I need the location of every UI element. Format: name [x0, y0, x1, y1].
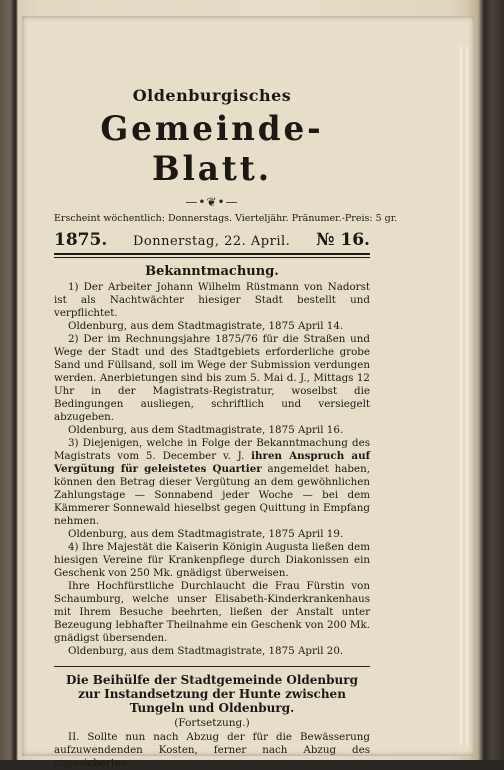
notice-paragraph-4a: 4) Ihre Majestät die Kaiserin Königin Augusta ließen dem hiesigen Vereine für Krankenpflege durch Diakonissen ein Geschenk von 250 Mk. gnädigst überweisen.	[54, 541, 370, 579]
masthead-ornament: —•❦•—	[185, 195, 239, 209]
publication-info: Erscheint wöchentlich: Donnerstags. Vierteljähr. Pränumer.-Preis: 5 gr.	[54, 213, 398, 224]
page-edge	[466, 46, 468, 746]
notice-heading: Bekanntmachung.	[145, 264, 279, 279]
divider	[54, 257, 370, 258]
notice-paragraph-3	[54, 437, 370, 528]
notice-paragraph-4b: Ihre Hochfürstliche Durchlaucht die Frau Fürstin von Schaumburg, welche unser Elisabeth-Kinderkrankenhaus mit Ihrem Besuche beehrten, ließen der Anstalt unter Bezeugung lebhafter Theilnahme ein Geschenk von 200 Mk. gnädigst übersenden.	[54, 580, 370, 644]
notice-paragraph-1: 1) Der Arbeiter Johann Wilhelm Rüstmann von Nadorst ist als Nachtwächter hiesiger Stadt bestellt und verpflichtet.	[54, 281, 370, 319]
notice-signature-2: Oldenburg, aus dem Stadtmagistrate, 1875 April 16.	[68, 424, 344, 436]
notice-p3-bold: ihren Anspruch auf Vergütung für geleistetes Quartier	[54, 450, 370, 475]
notice-p3-end: angemeldet haben, können den Betrag dieser Vergütung an dem gewöhnlichen Zahlungstage — Sonnabend jeder Woche — bei dem Kämmerer Sonnewald hieselbst gegen Quittung in Empfang nehmen.	[54, 463, 370, 527]
masthead-small-title: Oldenburgisches	[132, 86, 292, 105]
notice-signature-1: Oldenburg, aus dem Stadtmagistrate, 1875 April 14.	[68, 320, 344, 332]
page-edge	[460, 46, 462, 746]
issue-number: № 16.	[316, 230, 370, 250]
notice-p3-start: 3) Diejenigen, welche in Folge der Bekanntmachung des Magistrats vom 5. December v. J.	[54, 437, 370, 462]
masthead-title: Gemeinde-Blatt.	[100, 109, 324, 189]
notice-signature-3: Oldenburg, aus dem Stadtmagistrate, 1875 April 19.	[68, 528, 344, 540]
notice-paragraph-2: 2) Der im Rechnungsjahre 1875/76 für die Straßen und Wege der Stadt und des Stadtgebiets erforderliche grobe Sand und Füllsand, soll im Wege der Submission verdungen werden. Anerbietungen sind bis zum 5. Mai d. J., Mittags 12 Uhr in der Magistrats-Registratur, woselbst die Bedingungen ausliegen, schriftlich und versiegelt abzugeben.	[54, 333, 370, 423]
notice-signature-4: Oldenburg, aus dem Stadtmagistrate, 1875 April 20.	[68, 645, 344, 657]
issue-date: Donnerstag, 22. April.	[132, 234, 291, 249]
article-heading: Die Beihülfe der Stadtgemeinde Oldenburg zur Instandsetzung der Hunte zwischen Tungeln und Oldenburg.	[66, 673, 358, 715]
dateline	[54, 230, 370, 255]
article-paragraph-1: II. Sollte nun nach Abzug der für die Bewässerung aufzuwendenden Kosten, ferner nach Abzug des zugesicherten	[54, 731, 370, 769]
section-divider	[54, 666, 370, 667]
article-continued-note: (Fortsetzung.)	[174, 717, 250, 729]
page-content	[54, 76, 398, 770]
issue-year: 1875.	[54, 230, 108, 250]
